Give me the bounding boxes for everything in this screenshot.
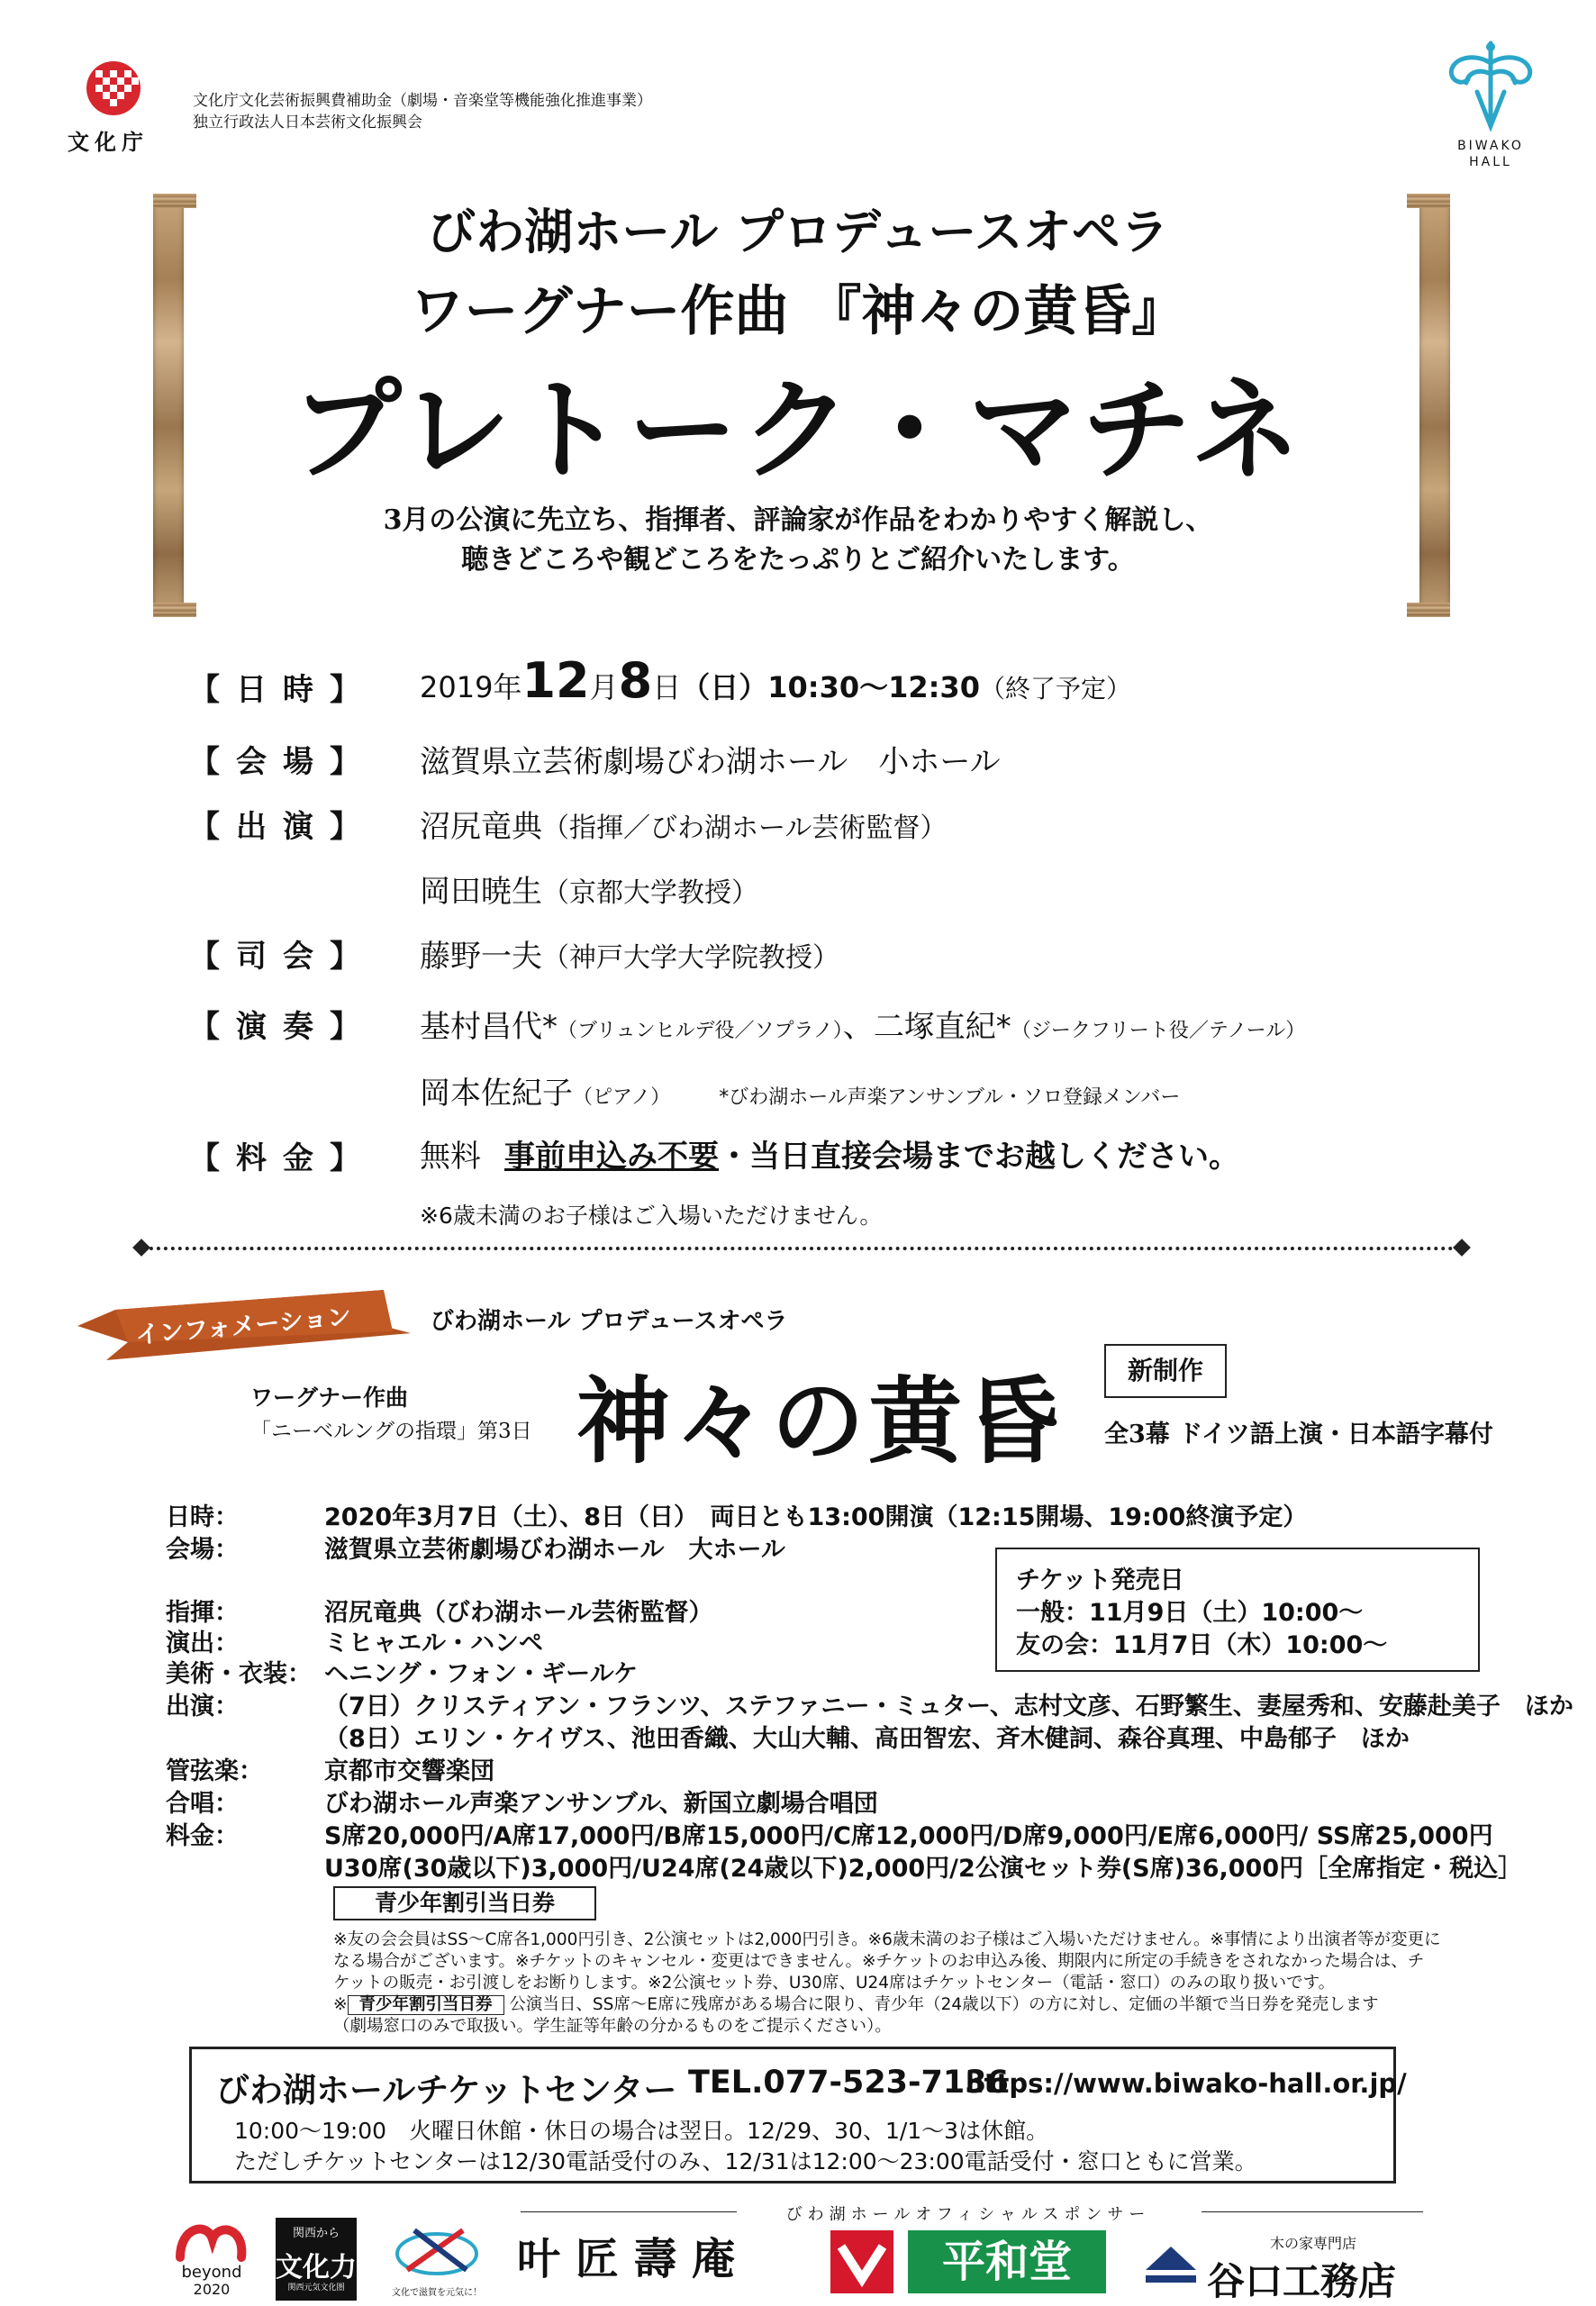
cast-2-note: （京都大学教授） [542, 877, 758, 909]
date-dow: （日） [681, 670, 768, 704]
info-price-2: U30席(30歳以下)3,000円/U24席(24歳以下)2,000円/2公演セット券(S席)36,000円［全席指定・税込］ [324, 1855, 1523, 1883]
date-label: 【日時】 [189, 672, 376, 708]
cast-1-note: （指揮／びわ湖ホール芸術監督） [542, 813, 948, 844]
hall-logo-line1: BIWAKO [1457, 139, 1524, 153]
info-design-label: 美術・衣装： [166, 1660, 312, 1688]
performers-line-1 [420, 1002, 1305, 1046]
ticket-center-note: ただしチケットセンターは12/30電話受付のみ、12/31は12:00〜23:00電話受付・窓口ともに営業。 [234, 2148, 1257, 2174]
ticket-center-name: びわ湖ホールチケットセンター [216, 2071, 677, 2110]
fee-note: ※6歳未満のお子様はご入場いただけません。 [420, 1203, 883, 1229]
date-month: 12 [521, 652, 590, 709]
beyond-text: beyond [181, 2263, 242, 2282]
info-chorus-label: 合唱： [166, 1790, 239, 1818]
info-conductor-label: 指揮： [166, 1599, 239, 1627]
date-value [420, 652, 1131, 709]
bunka-line-1: 関西から [292, 2227, 340, 2240]
kansai-bunka-logo [276, 2218, 357, 2301]
cast-2 [420, 867, 758, 911]
date-year: 2019年 [420, 670, 522, 704]
series-title: びわ湖ホール プロデュースオペラ [427, 203, 1169, 260]
performer-1-note: （ブリュンヒルデ役／ソプラノ） [558, 1020, 843, 1042]
fee-rest: ・当日直接会場までお越しください。 [719, 1139, 1239, 1175]
beyond-year: 2020 [193, 2281, 231, 2298]
info-director-label: 演出： [166, 1630, 239, 1657]
shiga-culture-text: 文化で滋賀を元気に！ [392, 2288, 482, 2298]
intro-line-1: 3月の公演に先立ち、指揮者、評論家が作品をわかりやすく解説し、 [383, 504, 1213, 536]
ticket-center-url[interactable]: https://www.biwako-hall.or.jp/ [966, 2068, 1407, 2099]
date-note: （終了予定） [979, 674, 1131, 704]
grant-line-2: 独立行政法人日本芸術文化振興会 [193, 113, 422, 132]
taniguchi-roof-icon [1144, 2245, 1198, 2295]
mc-label: 【司会】 [189, 939, 376, 975]
date-time: 10:30〜12:30 [767, 670, 980, 704]
mc-note: （神戸大学大学院教授） [542, 942, 839, 974]
info-price-label: 料金： [166, 1822, 239, 1850]
performer-2: 二塚直紀* [873, 1009, 1011, 1045]
info-series: びわ湖ホール プロデュースオペラ [431, 1308, 788, 1335]
mc-value [420, 931, 839, 976]
info-date: 2020年3月7日（土）、8日（日） 両日とも13:00開演（12:15開場、19:00終演予定） [324, 1503, 1308, 1531]
info-venue: 滋賀県立芸術劇場びわ湖ホール 大ホール [324, 1536, 785, 1564]
ticket-center-hours: 10:00〜19:00 火曜日休館・休日の場合は翌日。12/29、30、1/1〜3は休館。 [234, 2118, 1049, 2144]
info-chorus: びわ湖ホール声楽アンサンブル、新国立劇場合唱団 [324, 1790, 878, 1818]
performer-3-note: （ピアノ） [573, 1086, 671, 1109]
note-line-1: ※友の会会員はSS〜C席各1,000円引き、2公演セットは2,000円引き。※6歳未満のお子様はご入場いただけません。※事情により出演者等が変更に [333, 1930, 1441, 1949]
agency-logo-text: 文化庁 [68, 129, 149, 155]
heiwado-name: 平和堂 [908, 2230, 1106, 2293]
heiwado-mark-icon [830, 2230, 893, 2293]
grant-credits [193, 90, 652, 133]
info-conductor: 沼尻竜典（びわ湖ホール芸術監督） [324, 1599, 713, 1627]
info-orchestra-label: 管弦楽： [166, 1757, 263, 1785]
info-notes [333, 1929, 1504, 2038]
info-ribbon-text: インフォメーション [134, 1303, 353, 1350]
performers-line-2 [420, 1068, 1180, 1112]
note-line-5: （劇場窓口のみで取扱い。学生証等年齢の分かるものをご提示ください）。 [333, 2017, 892, 2036]
intro-text [0, 501, 1596, 580]
taniguchi-logo [1144, 2218, 1432, 2301]
bunka-small: 関西元気文化圏 [287, 2283, 345, 2292]
performer-1: 基村昌代* [420, 1009, 558, 1045]
intro-line-2: 聴きどころや観どころをたっぷりとご紹介いたします。 [461, 544, 1135, 576]
fee-free: 無料 [420, 1139, 481, 1175]
fee-no-registration: 事前申込み不要 [504, 1139, 719, 1175]
mc-name: 藤野一夫 [420, 939, 542, 975]
info-composer: ワーグナー作曲 [250, 1385, 409, 1411]
date-month-unit: 月 [589, 670, 619, 704]
info-price-1: S席20,000円/A席17,000円/B席15,000円/C席12,000円/D席9,000円/E席6,000円/ SS席25,000円 [324, 1822, 1493, 1850]
note-line-4-text: 公演当日、SS席〜E席に残席がある場合に限り、青少年（24歳以下）の方に対し、定価の半額で当日券を発売します [509, 1995, 1379, 2014]
performers-label: 【演奏】 [189, 1009, 376, 1045]
info-title: 神々の黄昏 [576, 1366, 1064, 1476]
new-production-badge: 新制作 [1104, 1344, 1227, 1398]
shiga-culture-mark-icon [387, 2218, 486, 2281]
cast-1 [420, 802, 947, 846]
divider-diamond-right [1453, 1239, 1471, 1257]
note-line-4 [333, 1994, 1504, 2016]
cast-1-name: 沼尻竜典 [420, 809, 542, 845]
venue-label: 【会場】 [189, 744, 376, 780]
fee-label: 【料金】 [189, 1140, 376, 1176]
info-orchestra: 京都市交響楽団 [324, 1757, 494, 1785]
divider-diamond-left [132, 1239, 150, 1257]
info-cast-day1: （7日）クリスティアン・フランツ、ステファニー・ミュター、志村文彦、石野繁生、妻屋秀和、安藤赴美子 ほか [324, 1693, 1573, 1720]
ticket-release-member: 友の会：11月7日（木）10:00〜 [1016, 1631, 1388, 1659]
sponsor-title: びわ湖ホールオフィシャルスポンサー [513, 2202, 1423, 2225]
shiga-culture-logo [387, 2218, 486, 2301]
beyond2020-mark-icon [171, 2218, 252, 2263]
sponsor-rule-right [1202, 2211, 1423, 2212]
info-design: ヘニング・フォン・ギールケ [324, 1660, 639, 1688]
info-cast-day2: （8日）エリン・ケイヴス、池田香織、大山大輔、高田智宏、斉木健詞、森谷真理、中島郁子 ほか [324, 1725, 1410, 1753]
venue-value: 滋賀県立芸術劇場びわ湖ホール 小ホール [420, 744, 1001, 780]
fee-value [420, 1131, 1239, 1176]
date-day: 8 [618, 652, 653, 709]
heiwado-logo [830, 2218, 1110, 2301]
cast-label: 【出演】 [189, 809, 376, 845]
hall-logo-line2: HALL [1469, 155, 1512, 169]
info-subtitle: 全3幕 ドイツ語上演・日本語字幕付 [1104, 1421, 1493, 1448]
youth-discount-box: 青少年割引当日券 [333, 1886, 596, 1920]
ticket-center-tel[interactable]: TEL.077-523-7136 [688, 2065, 1009, 2101]
performer-footnote: *びわ湖ホール声楽アンサンブル・ソロ登録メンバー [719, 1086, 1181, 1109]
bunka-line-2: 文化力 [276, 2252, 357, 2283]
kanou-shojuan-logo: 叶 匠 壽 庵 [517, 2234, 736, 2284]
ticket-release-title: チケット発売日 [1016, 1566, 1184, 1594]
taniguchi-small: 木の家専門店 [1270, 2235, 1357, 2252]
ticket-release-general: 一般：11月9日（土）10:00〜 [1016, 1599, 1364, 1627]
info-director: ミヒャエル・ハンペ [324, 1630, 543, 1657]
info-venue-label: 会場： [166, 1536, 239, 1564]
info-cycle: 「ニーベルングの指環」第3日 [250, 1420, 532, 1443]
beyond2020-logo [171, 2218, 252, 2301]
work-title: ワーグナー作曲 『神々の黄昏』 [410, 280, 1186, 343]
section-divider [135, 1247, 1468, 1250]
info-cast-label: 出演： [166, 1693, 239, 1720]
performer-separator: 、 [842, 1009, 874, 1045]
performer-3: 岡本佐紀子 [420, 1076, 573, 1112]
note-line-4-prefix: ※ [333, 1995, 348, 2014]
performer-2-note: （ジークフリート役／テノール） [1011, 1020, 1306, 1042]
taniguchi-name: 谷口工務店 [1207, 2259, 1397, 2303]
main-title: プレトーク・マチネ [291, 365, 1305, 495]
note-youth-box: 青少年割引当日券 [348, 1995, 504, 2015]
agency-logo [54, 56, 162, 155]
grant-line-1: 文化庁文化芸術振興費補助金（劇場・音楽堂等機能強化推進事業） [193, 92, 652, 110]
hall-mark-icon [1441, 36, 1540, 135]
date-day-unit: 日 [652, 670, 682, 704]
note-line-3: ケットの販売・お引渡しをお断りします。※2公演セット券、U30席、U24席はチケットセンター（電話・窓口）のみの取り扱いです。 [333, 1974, 1336, 1993]
biwako-hall-logo [1441, 36, 1540, 171]
cast-2-name: 岡田暁生 [420, 874, 542, 910]
note-line-2: なる場合がございます。※チケットのキャンセル・変更はできません。※チケットのお申込み後、期限内に所定の手続きをされなかった場合は、チ [333, 1952, 1425, 1971]
info-date-label: 日時： [166, 1503, 239, 1531]
